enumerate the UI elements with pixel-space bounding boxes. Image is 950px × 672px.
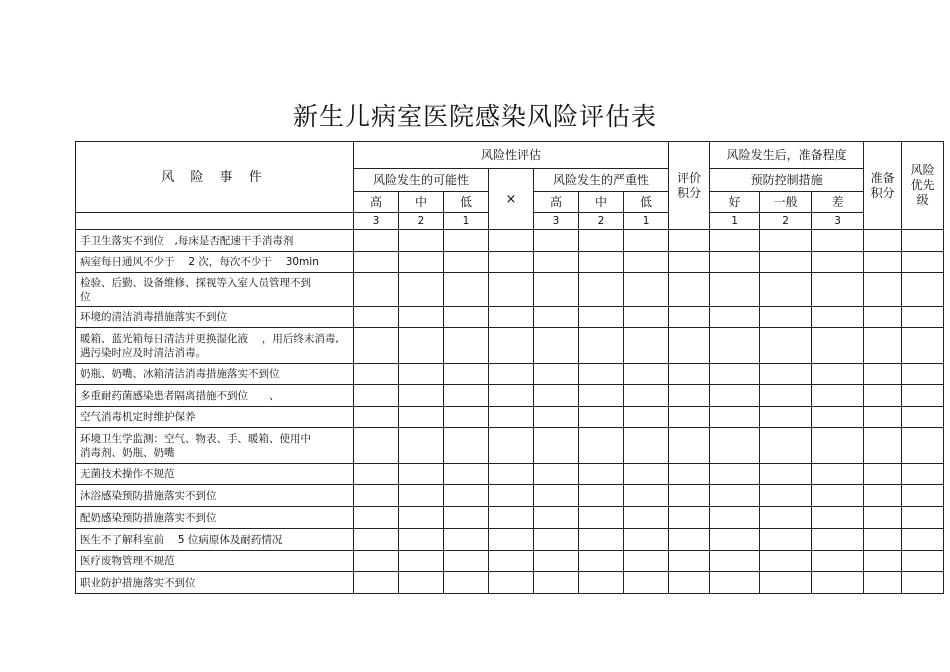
risk-event-cell: 空气消毒机定时维护保养 — [76, 407, 354, 428]
score-cell[interactable] — [812, 428, 864, 464]
score-cell[interactable] — [760, 551, 812, 572]
score-cell[interactable] — [489, 507, 534, 529]
score-cell[interactable] — [669, 230, 710, 252]
likelihood-level: 中 — [399, 192, 444, 213]
severity-value: 2 — [579, 213, 624, 230]
table-row — [76, 252, 944, 273]
score-cell[interactable] — [902, 385, 944, 407]
header-eval-score-text: 评价 积分 — [677, 170, 702, 200]
score-cell[interactable] — [399, 507, 444, 529]
score-cell[interactable] — [669, 507, 710, 529]
table-row — [76, 464, 944, 485]
score-cell[interactable] — [710, 328, 760, 364]
score-cell[interactable] — [760, 328, 812, 364]
score-cell[interactable] — [354, 273, 399, 307]
score-cell[interactable] — [624, 385, 669, 407]
score-cell[interactable] — [864, 464, 902, 485]
severity-value: 3 — [534, 213, 579, 230]
table-row — [76, 428, 944, 464]
score-cell[interactable] — [864, 507, 902, 529]
header-priority — [902, 142, 944, 230]
score-cell[interactable] — [624, 572, 669, 594]
score-cell[interactable] — [399, 529, 444, 551]
score-cell[interactable] — [444, 529, 489, 551]
score-cell[interactable] — [812, 572, 864, 594]
score-cell[interactable] — [760, 464, 812, 485]
risk-event-cell: 无菌技术操作不规范 — [76, 464, 354, 485]
score-cell[interactable] — [444, 428, 489, 464]
score-cell[interactable] — [579, 273, 624, 307]
score-cell[interactable] — [710, 464, 760, 485]
score-cell[interactable] — [579, 507, 624, 529]
prevention-value: 2 — [760, 213, 812, 230]
table-row — [76, 551, 944, 572]
score-cell[interactable] — [710, 273, 760, 307]
table-row — [76, 385, 944, 407]
score-cell[interactable] — [534, 407, 579, 428]
score-cell[interactable] — [812, 328, 864, 364]
header-prep-score-text: 准备 积分 — [870, 170, 895, 200]
score-cell[interactable] — [399, 428, 444, 464]
score-cell[interactable] — [669, 364, 710, 385]
score-cell[interactable] — [579, 551, 624, 572]
score-cell[interactable] — [579, 529, 624, 551]
score-cell[interactable] — [864, 529, 902, 551]
score-cell[interactable] — [760, 230, 812, 252]
score-cell[interactable] — [444, 364, 489, 385]
header-prevention: 预防控制措施 — [710, 169, 864, 192]
table-row — [76, 307, 944, 328]
score-cell[interactable] — [624, 551, 669, 572]
score-cell[interactable] — [812, 364, 864, 385]
score-cell[interactable] — [399, 273, 444, 307]
score-cell[interactable] — [902, 428, 944, 464]
score-cell[interactable] — [864, 230, 902, 252]
score-cell[interactable] — [864, 572, 902, 594]
score-cell[interactable] — [399, 252, 444, 273]
score-cell[interactable] — [902, 307, 944, 328]
score-cell[interactable] — [444, 464, 489, 485]
score-cell[interactable] — [669, 428, 710, 464]
header-blank-cell — [76, 213, 354, 230]
score-cell[interactable] — [579, 428, 624, 464]
score-cell[interactable] — [399, 407, 444, 428]
score-cell[interactable] — [669, 407, 710, 428]
score-cell[interactable] — [864, 364, 902, 385]
score-cell[interactable] — [534, 252, 579, 273]
score-cell[interactable] — [902, 507, 944, 529]
likelihood-value: 3 — [354, 213, 399, 230]
score-cell[interactable] — [354, 572, 399, 594]
score-cell[interactable] — [760, 507, 812, 529]
table-row — [76, 364, 944, 385]
score-cell[interactable] — [534, 464, 579, 485]
score-cell[interactable] — [669, 551, 710, 572]
score-cell[interactable] — [354, 428, 399, 464]
header-multiply: × — [489, 169, 534, 230]
prevention-level: 一般 — [760, 192, 812, 213]
score-cell[interactable] — [624, 464, 669, 485]
score-cell[interactable] — [812, 230, 864, 252]
score-cell[interactable] — [534, 551, 579, 572]
header-eval-score — [669, 142, 710, 230]
score-cell[interactable] — [669, 529, 710, 551]
score-cell[interactable] — [489, 428, 534, 464]
score-cell[interactable] — [902, 464, 944, 485]
score-cell[interactable] — [902, 328, 944, 364]
score-cell[interactable] — [902, 273, 944, 307]
score-cell[interactable] — [534, 273, 579, 307]
score-cell[interactable] — [579, 328, 624, 364]
score-cell[interactable] — [579, 230, 624, 252]
score-cell[interactable] — [534, 230, 579, 252]
score-cell[interactable] — [902, 485, 944, 507]
prevention-level: 差 — [812, 192, 864, 213]
score-cell[interactable] — [579, 252, 624, 273]
score-cell[interactable] — [579, 572, 624, 594]
score-cell[interactable] — [489, 464, 534, 485]
score-cell[interactable] — [489, 252, 534, 273]
risk-event-cell: 多重耐药菌感染患者隔离措施不到位 、 — [76, 385, 354, 407]
score-cell[interactable] — [669, 385, 710, 407]
score-cell[interactable] — [864, 307, 902, 328]
score-cell[interactable] — [534, 385, 579, 407]
score-cell[interactable] — [354, 507, 399, 529]
table-row — [76, 273, 944, 307]
score-cell[interactable] — [624, 273, 669, 307]
risk-event-cell: 配奶感染预防措施落实不到位 — [76, 507, 354, 529]
table-row — [76, 407, 944, 428]
score-cell[interactable] — [399, 364, 444, 385]
score-cell[interactable] — [354, 252, 399, 273]
score-cell[interactable] — [489, 230, 534, 252]
score-cell[interactable] — [669, 572, 710, 594]
score-cell[interactable] — [710, 252, 760, 273]
score-cell[interactable] — [354, 529, 399, 551]
score-cell[interactable] — [864, 273, 902, 307]
severity-level: 中 — [579, 192, 624, 213]
score-cell[interactable] — [579, 485, 624, 507]
table-row — [76, 328, 944, 364]
score-cell[interactable] — [624, 230, 669, 252]
risk-assessment-table — [75, 141, 944, 594]
score-cell[interactable] — [354, 328, 399, 364]
score-cell[interactable] — [669, 328, 710, 364]
score-cell[interactable] — [489, 307, 534, 328]
score-cell[interactable] — [534, 572, 579, 594]
score-cell[interactable] — [489, 407, 534, 428]
score-cell[interactable] — [710, 529, 760, 551]
score-cell[interactable] — [760, 485, 812, 507]
score-cell[interactable] — [354, 230, 399, 252]
likelihood-level: 高 — [354, 192, 399, 213]
score-cell[interactable] — [399, 230, 444, 252]
score-cell[interactable] — [399, 551, 444, 572]
score-cell[interactable] — [489, 485, 534, 507]
score-cell[interactable] — [489, 529, 534, 551]
score-cell[interactable] — [710, 385, 760, 407]
score-cell[interactable] — [444, 230, 489, 252]
score-cell[interactable] — [579, 464, 624, 485]
score-cell[interactable] — [812, 529, 864, 551]
risk-event-cell: 病室每日通风不少于 2 次，每次不少于 30min — [76, 252, 354, 273]
score-cell[interactable] — [579, 385, 624, 407]
table-row — [76, 572, 944, 594]
score-cell[interactable] — [669, 464, 710, 485]
score-cell[interactable] — [760, 529, 812, 551]
score-cell[interactable] — [399, 328, 444, 364]
score-cell[interactable] — [760, 273, 812, 307]
score-cell[interactable] — [669, 252, 710, 273]
score-cell[interactable] — [579, 307, 624, 328]
score-cell[interactable] — [534, 428, 579, 464]
score-cell[interactable] — [669, 307, 710, 328]
score-cell[interactable] — [444, 572, 489, 594]
score-cell[interactable] — [489, 572, 534, 594]
prevention-value: 1 — [710, 213, 760, 230]
likelihood-value: 1 — [444, 213, 489, 230]
score-cell[interactable] — [812, 407, 864, 428]
score-cell[interactable] — [624, 485, 669, 507]
score-cell[interactable] — [354, 485, 399, 507]
score-cell[interactable] — [624, 252, 669, 273]
score-cell[interactable] — [354, 464, 399, 485]
score-cell[interactable] — [812, 273, 864, 307]
score-cell[interactable] — [624, 428, 669, 464]
page-title: 新生儿病室医院感染风险评估表 — [292, 102, 657, 131]
likelihood-level: 低 — [444, 192, 489, 213]
risk-event-cell: 医生不了解科室前 5 位病原体及耐药情况 — [76, 529, 354, 551]
score-cell[interactable] — [489, 328, 534, 364]
score-cell[interactable] — [710, 507, 760, 529]
score-cell[interactable] — [354, 364, 399, 385]
score-cell[interactable] — [864, 428, 902, 464]
score-cell[interactable] — [812, 464, 864, 485]
score-cell[interactable] — [354, 407, 399, 428]
score-cell[interactable] — [399, 572, 444, 594]
score-cell[interactable] — [669, 273, 710, 307]
score-cell[interactable] — [444, 485, 489, 507]
score-cell[interactable] — [902, 551, 944, 572]
risk-event-cell: 职业防护措施落实不到位 — [76, 572, 354, 594]
score-cell[interactable] — [354, 307, 399, 328]
risk-event-cell: 暖箱、蓝光箱每日清洁并更换湿化液 ，用后终末消毒, 遇污染时应及时清洁消毒。 — [76, 328, 354, 364]
score-cell[interactable] — [760, 572, 812, 594]
score-cell[interactable] — [399, 307, 444, 328]
score-cell[interactable] — [534, 507, 579, 529]
score-cell[interactable] — [812, 307, 864, 328]
score-cell[interactable] — [812, 252, 864, 273]
score-cell[interactable] — [444, 551, 489, 572]
score-cell[interactable] — [812, 385, 864, 407]
severity-level: 高 — [534, 192, 579, 213]
header-severity: 风险发生的严重性 — [534, 169, 669, 192]
score-cell[interactable] — [864, 551, 902, 572]
score-cell[interactable] — [534, 307, 579, 328]
score-cell[interactable] — [399, 485, 444, 507]
score-cell[interactable] — [710, 307, 760, 328]
header-likelihood: 风险发生的可能性 — [354, 169, 489, 192]
score-cell[interactable] — [489, 551, 534, 572]
score-cell[interactable] — [444, 328, 489, 364]
risk-event-cell: 手卫生落实不到位 ,每床是否配速干手消毒剂 — [76, 230, 354, 252]
score-cell[interactable] — [444, 407, 489, 428]
score-cell[interactable] — [760, 385, 812, 407]
score-cell[interactable] — [902, 529, 944, 551]
risk-event-cell: 沐浴感染预防措施落实不到位 — [76, 485, 354, 507]
score-cell[interactable] — [624, 407, 669, 428]
header-priority-text: 风险 优先 级 — [910, 163, 935, 207]
score-cell[interactable] — [864, 385, 902, 407]
score-cell[interactable] — [710, 364, 760, 385]
score-cell[interactable] — [812, 551, 864, 572]
score-cell[interactable] — [864, 252, 902, 273]
score-cell[interactable] — [812, 485, 864, 507]
score-cell[interactable] — [812, 507, 864, 529]
score-cell[interactable] — [864, 328, 902, 364]
risk-event-cell: 检验、后勤、设备维修、探视等入室人员管理不到 位 — [76, 273, 354, 307]
score-cell[interactable] — [354, 385, 399, 407]
score-cell[interactable] — [902, 252, 944, 273]
score-cell[interactable] — [579, 364, 624, 385]
risk-event-cell: 环境的清洁消毒措施落实不到位 — [76, 307, 354, 328]
score-cell[interactable] — [444, 507, 489, 529]
score-cell[interactable] — [444, 385, 489, 407]
score-cell[interactable] — [760, 252, 812, 273]
score-cell[interactable] — [354, 551, 399, 572]
score-cell[interactable] — [710, 572, 760, 594]
score-cell[interactable] — [669, 485, 710, 507]
score-cell[interactable] — [489, 385, 534, 407]
score-cell[interactable] — [902, 230, 944, 252]
score-cell[interactable] — [534, 529, 579, 551]
score-cell[interactable] — [710, 230, 760, 252]
score-cell[interactable] — [760, 428, 812, 464]
score-cell[interactable] — [624, 307, 669, 328]
score-cell[interactable] — [624, 328, 669, 364]
header-preparedness: 风险发生后，准备程度 — [710, 142, 864, 169]
score-cell[interactable] — [534, 485, 579, 507]
score-cell[interactable] — [710, 407, 760, 428]
header-risk-event: 风 险 事 件 — [76, 142, 354, 213]
risk-event-cell: 奶瓶、奶嘴、冰箱清洁消毒措施落实不到位 — [76, 364, 354, 385]
table-row — [76, 507, 944, 529]
score-cell[interactable] — [902, 407, 944, 428]
score-cell[interactable] — [760, 364, 812, 385]
score-cell[interactable] — [760, 307, 812, 328]
score-cell[interactable] — [624, 507, 669, 529]
score-cell[interactable] — [710, 428, 760, 464]
score-cell[interactable] — [444, 273, 489, 307]
header-risk-assessment: 风险性评估 — [354, 142, 669, 169]
score-cell[interactable] — [710, 485, 760, 507]
score-cell[interactable] — [399, 385, 444, 407]
score-cell[interactable] — [760, 407, 812, 428]
score-cell[interactable] — [444, 307, 489, 328]
score-cell[interactable] — [864, 407, 902, 428]
table-row — [76, 529, 944, 551]
table-row — [76, 230, 944, 252]
score-cell[interactable] — [902, 572, 944, 594]
prevention-value: 3 — [812, 213, 864, 230]
risk-event-cell: 医疗废物管理不规范 — [76, 551, 354, 572]
score-cell[interactable] — [902, 364, 944, 385]
score-cell[interactable] — [534, 364, 579, 385]
score-cell[interactable] — [399, 464, 444, 485]
score-cell[interactable] — [579, 407, 624, 428]
severity-level: 低 — [624, 192, 669, 213]
header-prep-score — [864, 142, 902, 230]
prevention-level: 好 — [710, 192, 760, 213]
risk-event-cell: 环境卫生学监测：空气、物表、手、暖箱、使用中 消毒剂、奶瓶、奶嘴 — [76, 428, 354, 464]
table-row — [76, 485, 944, 507]
severity-value: 1 — [624, 213, 669, 230]
score-cell[interactable] — [534, 328, 579, 364]
score-cell[interactable] — [444, 252, 489, 273]
score-cell[interactable] — [489, 364, 534, 385]
score-cell[interactable] — [710, 551, 760, 572]
score-cell[interactable] — [624, 364, 669, 385]
score-cell[interactable] — [624, 529, 669, 551]
likelihood-value: 2 — [399, 213, 444, 230]
score-cell[interactable] — [864, 485, 902, 507]
score-cell[interactable] — [489, 273, 534, 307]
